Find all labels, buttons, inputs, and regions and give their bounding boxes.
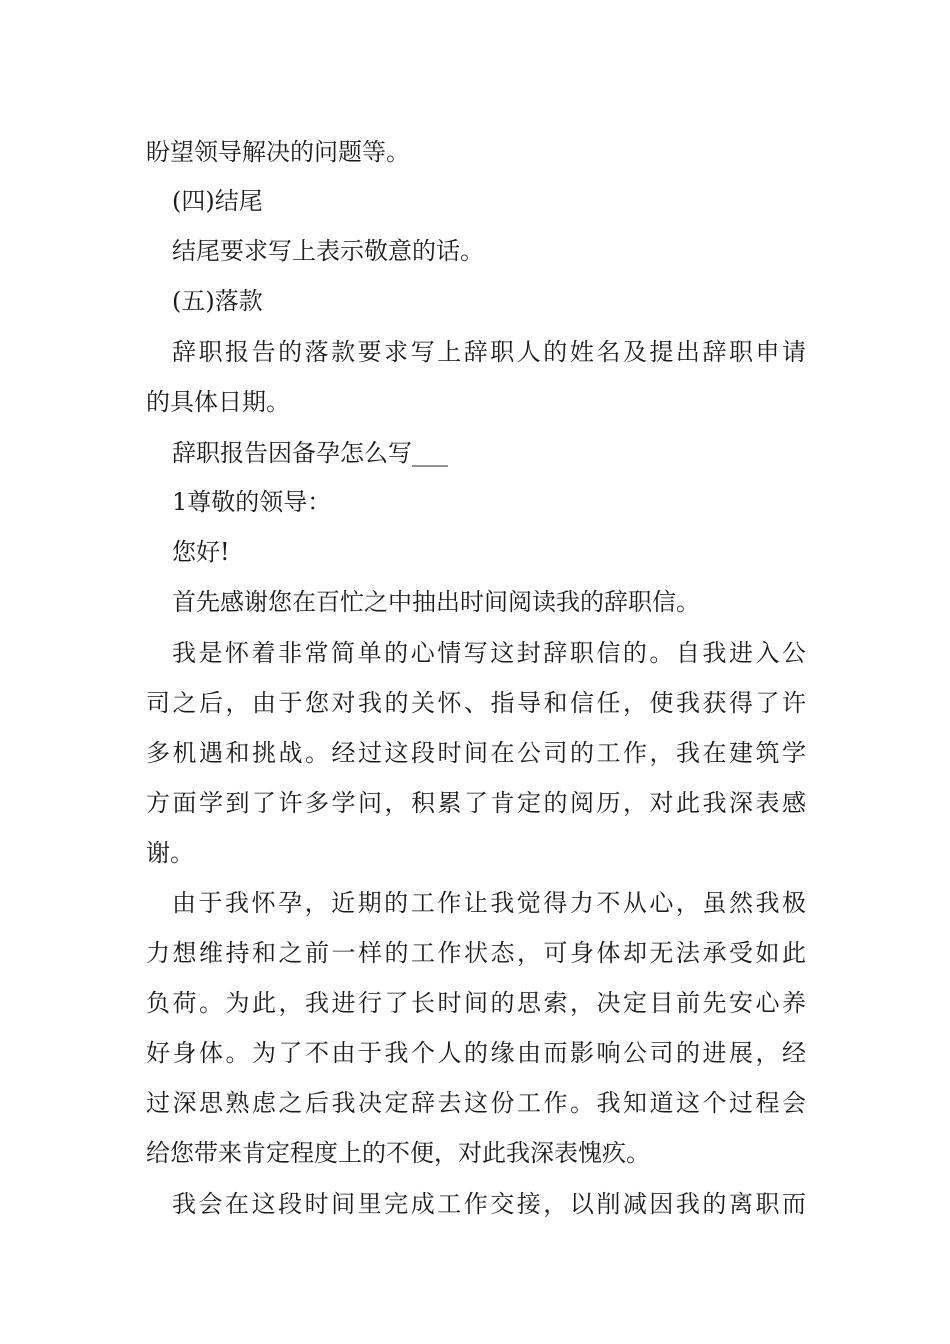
text-line: 结尾要求写上表示敬意的话。 bbox=[172, 237, 484, 265]
text-line: 多机遇和挑战。经过这段时间在公司的工作，我在建筑学 bbox=[146, 739, 806, 767]
text-line: 好身体。为了不由于我个人的缘由而影响公司的进展，经 bbox=[146, 1039, 806, 1067]
letter-greeting: 您好! bbox=[172, 538, 230, 566]
text-line: 由于我怀孕，近期的工作让我觉得力不从心，虽然我极 bbox=[172, 889, 806, 917]
section-heading-letter: 辞职报告因备孕怎么写___ bbox=[172, 439, 448, 467]
text-line: 首先感谢您在百忙之中抽出时间阅读我的辞职信。 bbox=[172, 588, 700, 616]
text-line: 给您带来肯定程度上的不便，对此我深表愧疚。 bbox=[146, 1139, 650, 1167]
text-line: 我会在这段时间里完成工作交接，以削减因我的离职而 bbox=[172, 1190, 806, 1218]
text-line: 司之后，由于您对我的关怀、指导和信任，使我获得了许 bbox=[146, 689, 806, 717]
text-line: 我是怀着非常简单的心情写这封辞职信的。自我进入公 bbox=[172, 639, 806, 667]
text-line: 盼望领导解决的问题等。 bbox=[146, 138, 410, 166]
text-line: 谢。 bbox=[146, 839, 194, 867]
section-heading-conclusion: (四)结尾 bbox=[172, 187, 263, 215]
text-line: 的具体日期。 bbox=[146, 388, 290, 416]
text-line: 负荷。为此，我进行了长时间的思索，决定目前先安心养 bbox=[146, 989, 806, 1017]
section-heading-signature: (五)落款 bbox=[172, 287, 263, 315]
text-line: 辞职报告的落款要求写上辞职人的姓名及提出辞职申请 bbox=[172, 338, 806, 366]
letter-salutation: 1尊敬的领导： bbox=[172, 488, 332, 516]
text-line: 力想维持和之前一样的工作状态，可身体却无法承受如此 bbox=[146, 939, 806, 967]
text-line: 过深思熟虑之后我决定辞去这份工作。我知道这个过程会 bbox=[146, 1089, 806, 1117]
text-line: 方面学到了许多学问，积累了肯定的阅历，对此我深表感 bbox=[146, 789, 806, 817]
